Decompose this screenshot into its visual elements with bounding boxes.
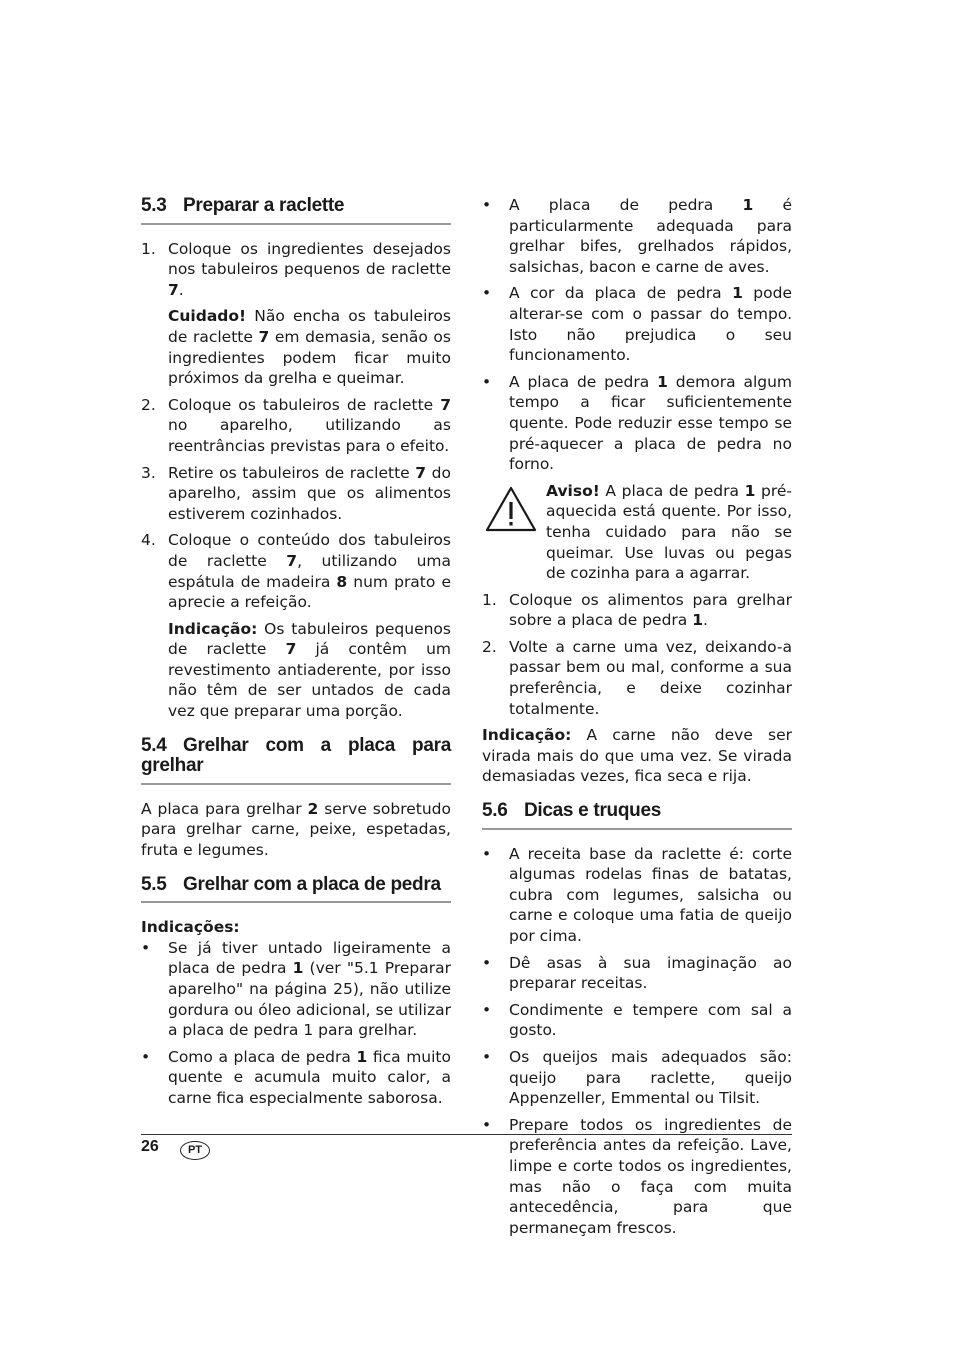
list-item: • A receita base da raclette é: corte algumas rodelas finas de batatas, cubra com legumes, salsicha ou carne e coloque uma fatia de queijo por cima. (482, 844, 792, 945)
stone-plate-list (482, 195, 792, 475)
list-item: 2. Volte a carne uma vez, deixando-a passar bem ou mal, conforme a sua preferência, e deixe cozinhar totalmente. (482, 637, 792, 718)
grill-steps-list (482, 590, 792, 720)
footer-divider (141, 1134, 792, 1135)
list-item: 4. Coloque o conteúdo dos tabuleiros de raclette 7, utilizando uma espátula de madeira 8 num prato e aprecie a refeição. Indicação: Os tabuleiros pequenos de raclette 7 já contêm um revestimento antiaderente, por isso não têm de ser untados de cada vez que preparar uma porção. (141, 531, 451, 721)
hint-note: Indicação: Os tabuleiros pequenos de raclette 7 já contêm um revestimento antiaderente, por isso não têm de ser untados de cada vez que preparar uma porção. (168, 619, 451, 721)
list-item: 3. Retire os tabuleiros de raclette 7 do aparelho, assim que os alimentos estiverem cozinhados. (141, 463, 451, 523)
list-item: • Como a placa de pedra 1 fica muito quente e acumula muito calor, a carne fica especialmente saborosa. (141, 1047, 451, 1107)
heading-5-3: 5.3 Preparar a raclette (141, 196, 451, 225)
list-item: • A placa de pedra 1 é particularmente adequada para grelhar bifes, grelhados rápidos, salsichas, bacon e carne de aves. (482, 196, 793, 276)
left-column (141, 190, 451, 1115)
hints-list-5-5 (141, 938, 451, 1109)
list-item: • Se já tiver untado ligeiramente a placa de pedra 1 (ver "5.1 Preparar aparelho" na página 25), não utilize gordura ou óleo adicional, se utilizar a placa de pedra 1 para grelhar. (141, 938, 451, 1040)
list-item: • Condimente e tempere com sal a gosto. (482, 1000, 792, 1040)
heading-5-4: 5.4 Grelhar com a placa para grelhar (141, 736, 451, 785)
warning-block: Aviso! A placa de pedra 1 pré-aquecida está quente. Por isso, tenha cuidado para não se queimar. Use luvas ou pegas de cozinha para a agarrar. (482, 481, 792, 584)
list-item: • A cor da placa de pedra 1 pode alterar-se com o passar do tempo. Isto não prejudica o seu funcionamento. (482, 284, 792, 365)
paragraph-5-4: A placa para grelhar 2 serve sobretudo para grelhar carne, peixe, espetadas, fruta e legumes. (141, 799, 451, 860)
list-item: 2. Coloque os tabuleiros de raclette 7 no aparelho, utilizando as reentrâncias previstas para o efeito. (141, 395, 451, 455)
list-item: • A placa de pedra 1 demora algum tempo a ficar suficientemente quente. Pode reduzir esse tempo se pré-aquecer a placa de pedra no forno. (482, 372, 793, 474)
list-item: • Prepare todos os ingredientes de preferência antes da refeição. Lave, limpe e corte todos os ingredientes, mas não o faça com muita antecedência, para que permaneçam frescos. (482, 1115, 792, 1237)
steps-list-5-3 (141, 239, 451, 722)
list-item: 1. Coloque os alimentos para grelhar sobre a placa de pedra 1. (482, 590, 792, 630)
page-number: 26 (141, 1138, 159, 1155)
tips-list (482, 844, 792, 1239)
list-item: • Os queijos mais adequados são: queijo para raclette, queijo Appenzeller, Emmental ou Tilsit. (482, 1047, 792, 1108)
heading-5-5: 5.5 Grelhar com a placa de pedra (141, 875, 451, 904)
list-item: • Dê asas à sua imaginação ao preparar receitas. (482, 953, 792, 993)
list-item: 1. Coloque os ingredientes desejados nos tabuleiros pequenos de raclette 7. Cuidado! Não encha os tabuleiros de raclette 7 em demasia, senão os ingredientes podem ficar muito próximos da grelha e queimar. (141, 239, 451, 388)
hint-note: Indicação: A carne não deve ser virada mais do que uma vez. Se virada demasiadas vezes, fica seca e rija. (482, 726, 792, 786)
caution-note: Cuidado! Não encha os tabuleiros de raclette 7 em demasia, senão os ingredientes podem ficar muito próximos da grelha e queimar. (168, 307, 451, 388)
hints-label: Indicações: (141, 918, 240, 937)
right-column (482, 195, 792, 1244)
warning-triangle-icon (484, 485, 538, 533)
language-badge: PT (180, 1141, 210, 1160)
heading-5-6: 5.6 Dicas e truques (482, 801, 792, 830)
